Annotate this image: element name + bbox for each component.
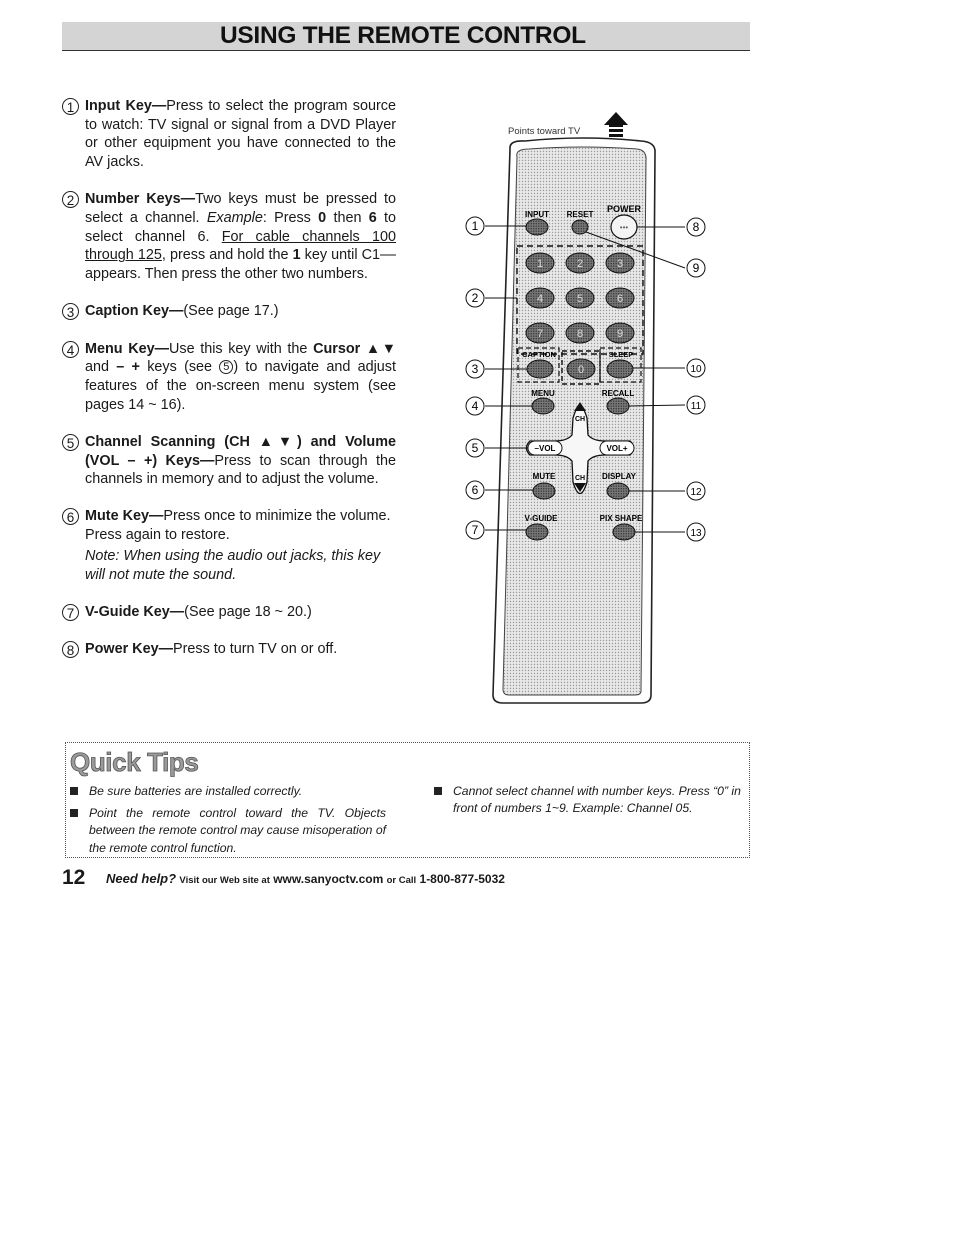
item-text: key until C1–– appears. Then press the other two numbers. bbox=[85, 247, 396, 283]
item-text: then bbox=[326, 210, 369, 227]
item-number: 5 bbox=[62, 434, 79, 451]
website-link[interactable]: www.sanyoctv.com bbox=[273, 872, 384, 886]
digit-label: 7 bbox=[536, 328, 544, 340]
key-descriptions bbox=[62, 97, 396, 677]
item-text: (See page 18 ~ 20.) bbox=[184, 603, 312, 620]
digit-label: 4 bbox=[536, 293, 544, 305]
callout-number: 3 bbox=[471, 362, 479, 376]
tip-item bbox=[66, 783, 386, 800]
item-caption-key bbox=[62, 302, 396, 321]
item-vguide-key bbox=[62, 603, 396, 622]
item-text: and bbox=[85, 359, 117, 376]
bullet-square-icon bbox=[434, 787, 442, 795]
power-label: POWER bbox=[606, 204, 642, 214]
digit-label: 0 bbox=[577, 364, 585, 376]
item-text: to select channel 6. bbox=[85, 210, 397, 245]
tip-text: Point the remote control toward the TV. Objects between the remote control may cause misoperation of the remote control function. bbox=[89, 806, 386, 855]
vguide-button[interactable] bbox=[526, 524, 548, 540]
menu-label: MENU bbox=[531, 389, 555, 398]
tip-item bbox=[66, 805, 386, 857]
item-text: keys (see bbox=[139, 359, 220, 376]
item-key: 0 bbox=[318, 210, 327, 227]
item-key: 6 bbox=[368, 210, 377, 227]
item-number: 1 bbox=[62, 98, 79, 115]
item-reference: 5 bbox=[219, 360, 233, 374]
vguide-label: V-GUIDE bbox=[524, 514, 558, 523]
item-text: Press to select the program source to watch: TV signal or signal from a DVD Player or other equipment you have connected to the AV jacks. bbox=[85, 98, 396, 171]
phone-number: 1-800-877-5032 bbox=[419, 872, 505, 886]
item-input-key bbox=[62, 97, 396, 172]
digit-label: 1 bbox=[536, 258, 544, 270]
item-key: – + bbox=[116, 359, 140, 376]
item-text: ) to navigate and adjust features of the on-screen menu system (see pages 14 ~ 16). bbox=[85, 359, 396, 413]
callout-number: 6 bbox=[471, 483, 479, 497]
item-title: Menu Key— bbox=[85, 340, 169, 357]
tip-item bbox=[430, 783, 748, 818]
callout-number: 1 bbox=[471, 219, 479, 233]
callout-number: 8 bbox=[692, 220, 700, 234]
visit-text: Visit our Web site at bbox=[179, 875, 270, 886]
item-key: ▲▼ bbox=[365, 340, 396, 357]
pixshape-button[interactable] bbox=[613, 524, 635, 540]
mute-button[interactable] bbox=[533, 483, 555, 499]
digit-label: 8 bbox=[576, 328, 584, 340]
or-call-text: or Call bbox=[386, 875, 417, 886]
item-text: For cable channels 100 through 125 bbox=[85, 228, 396, 264]
vol-plus-label: VOL+ bbox=[606, 444, 628, 453]
caption-button[interactable] bbox=[527, 360, 553, 378]
callout-number: 12 bbox=[690, 487, 702, 498]
callout-number: 10 bbox=[690, 364, 702, 375]
arrow-up-icon bbox=[604, 112, 628, 137]
digit-label: 9 bbox=[616, 328, 624, 340]
points-toward-label: Points toward TV bbox=[508, 126, 581, 137]
bullet-square-icon bbox=[70, 787, 78, 795]
input-button[interactable] bbox=[526, 219, 548, 235]
menu-button[interactable] bbox=[532, 398, 554, 414]
display-label: DISPLAY bbox=[602, 472, 636, 481]
item-number: 2 bbox=[62, 191, 79, 208]
item-text: : Press bbox=[262, 210, 319, 227]
item-title: Channel Scanning (CH ▲▼) and Volume (VOL – +) Keys— bbox=[85, 433, 396, 469]
digit-label: 5 bbox=[576, 293, 584, 305]
page-header bbox=[62, 22, 750, 51]
quick-tips-box bbox=[65, 742, 750, 858]
item-title: Caption Key— bbox=[85, 303, 184, 320]
reset-button[interactable] bbox=[572, 220, 588, 234]
page-title: USING THE REMOTE CONTROL bbox=[220, 22, 586, 49]
item-title: Power Key— bbox=[85, 640, 173, 657]
callout-number: 2 bbox=[471, 291, 479, 305]
sleep-label: SLEEP bbox=[608, 350, 634, 359]
item-text: (See page 17.) bbox=[183, 303, 279, 320]
item-title: V-Guide Key— bbox=[85, 603, 185, 620]
power-button-dots: ••• bbox=[619, 223, 629, 232]
item-key: Cursor bbox=[313, 340, 361, 357]
digit-label: 6 bbox=[616, 293, 624, 305]
item-title: Mute Key— bbox=[85, 508, 164, 525]
pixshape-label: PIX SHAPE bbox=[599, 514, 643, 523]
recall-label: RECALL bbox=[601, 389, 635, 398]
item-channel-volume-keys bbox=[62, 433, 396, 489]
item-menu-key bbox=[62, 340, 396, 415]
item-title: Input Key— bbox=[85, 98, 167, 114]
callout-number: 4 bbox=[471, 399, 479, 413]
tip-text: Be sure batteries are installed correctly. bbox=[89, 784, 303, 798]
display-button[interactable] bbox=[607, 483, 629, 499]
quick-tips-title: Quick Tips bbox=[70, 747, 199, 777]
ch-up-label: CH bbox=[574, 416, 586, 423]
page-footer bbox=[62, 866, 762, 892]
item-text: Press to scan through the channels in memory and to adjust the volume. bbox=[85, 452, 396, 488]
vol-minus-label: –VOL bbox=[534, 444, 556, 453]
item-text: Press once to minimize the volume. Press again to restore. bbox=[85, 508, 391, 544]
reset-label: RESET bbox=[566, 210, 594, 219]
item-mute-key bbox=[62, 507, 396, 584]
item-number: 8 bbox=[62, 641, 79, 658]
callout-number: 13 bbox=[690, 528, 702, 539]
sleep-button[interactable] bbox=[607, 360, 633, 378]
item-text: Press to turn TV on or off. bbox=[172, 640, 338, 657]
item-text: Two keys must be pressed to select a channel. bbox=[85, 191, 396, 227]
need-help-text: Need help? bbox=[106, 871, 177, 886]
callout-number: 7 bbox=[471, 523, 479, 537]
ch-down-label: CH bbox=[574, 475, 586, 482]
callout-number: 11 bbox=[690, 401, 702, 412]
digit-label: 3 bbox=[616, 258, 624, 270]
input-label: INPUT bbox=[525, 210, 549, 219]
item-number: 3 bbox=[62, 303, 79, 320]
item-text: Example bbox=[206, 210, 263, 227]
item-text: , press and hold the bbox=[161, 247, 293, 264]
callout-number: 5 bbox=[471, 441, 479, 455]
item-note: Note: When using the audio out jacks, this key will not mute the sound. bbox=[85, 547, 381, 583]
help-line bbox=[106, 871, 505, 886]
item-power-key bbox=[62, 640, 396, 659]
caption-label: CAPTION bbox=[522, 350, 556, 359]
tip-text: Cannot select channel with number keys. Press “0” in front of numbers 1~9. Example: Channel 05. bbox=[453, 784, 741, 816]
page-number: 12 bbox=[62, 866, 86, 889]
item-key: 1 bbox=[292, 247, 301, 264]
recall-button[interactable] bbox=[607, 398, 629, 414]
item-number: 6 bbox=[62, 508, 79, 525]
remote-control-diagram bbox=[455, 105, 755, 710]
item-number: 7 bbox=[62, 604, 79, 621]
mute-label: MUTE bbox=[532, 472, 556, 481]
item-title: Number Keys— bbox=[85, 191, 196, 208]
item-text: Use this key with the bbox=[168, 340, 314, 357]
callout-number: 9 bbox=[692, 261, 700, 275]
digit-label: 2 bbox=[576, 258, 584, 270]
bullet-square-icon bbox=[70, 809, 78, 817]
item-number-keys bbox=[62, 190, 396, 284]
item-number: 4 bbox=[62, 341, 79, 358]
